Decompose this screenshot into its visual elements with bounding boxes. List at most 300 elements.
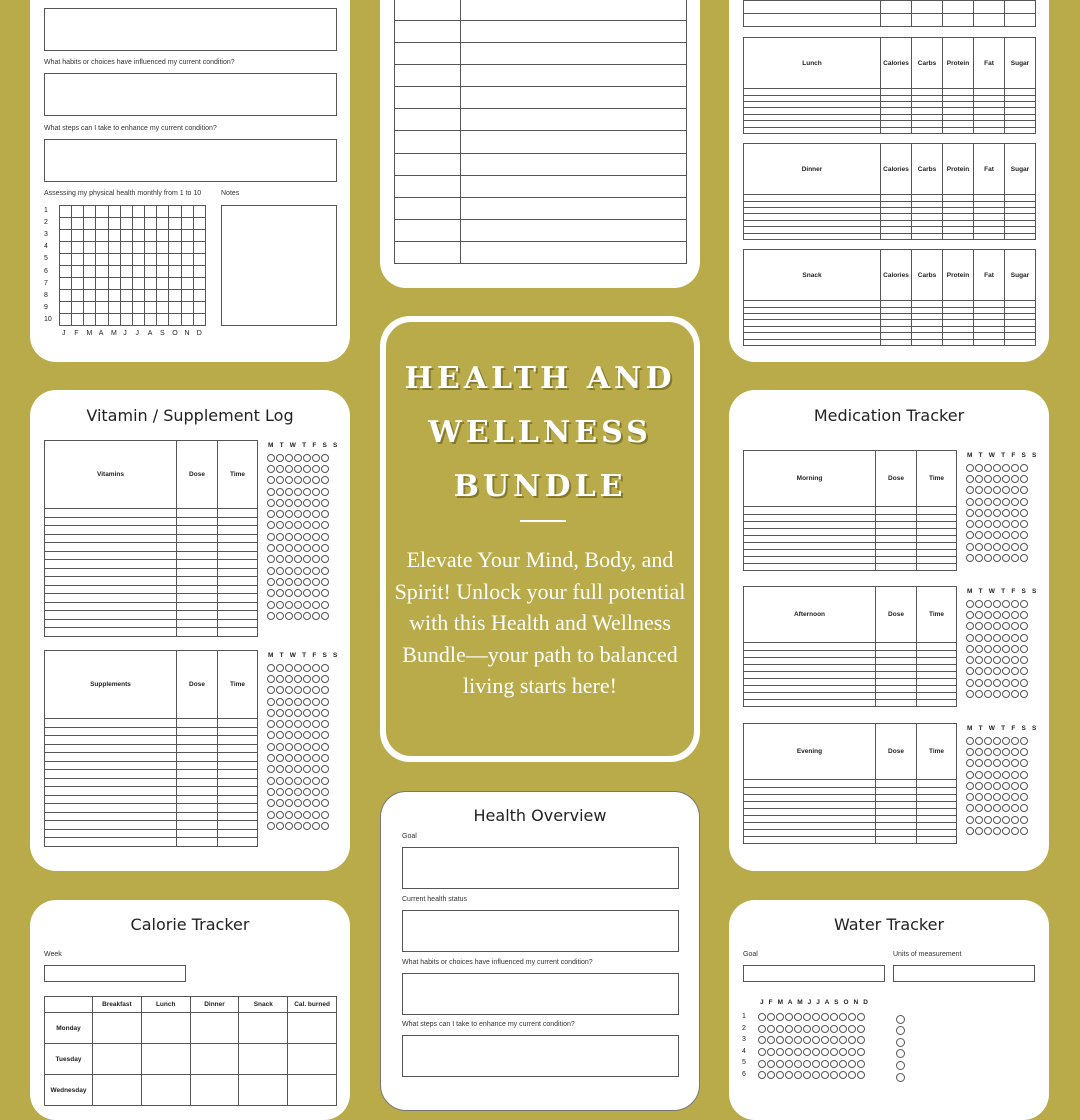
table-cell[interactable] [218,560,258,569]
table-cell[interactable] [218,838,258,847]
table-cell[interactable] [917,794,957,801]
day-checkbox[interactable] [966,667,974,675]
table-cell[interactable] [917,787,957,794]
day-checkbox[interactable] [966,679,974,687]
table-cell[interactable] [395,87,461,109]
day-checkbox[interactable] [303,521,311,529]
table-cell[interactable] [876,787,917,794]
day-checkbox[interactable] [276,799,284,807]
day-checkbox[interactable] [1002,679,1010,687]
day-checkbox[interactable] [993,622,1001,630]
day-checkbox[interactable] [276,521,284,529]
water-checkbox[interactable] [821,1025,829,1033]
day-checkbox[interactable] [294,675,302,683]
day-checkbox[interactable] [276,555,284,563]
day-checkbox[interactable] [966,645,974,653]
day-checkbox[interactable] [993,771,1001,779]
day-checkbox[interactable] [285,720,293,728]
table-cell[interactable] [917,801,957,808]
day-checkbox[interactable] [303,698,311,706]
day-checkbox[interactable] [285,664,293,672]
day-checkbox[interactable] [267,476,275,484]
water-checkbox[interactable] [758,1060,766,1068]
water-checkbox[interactable] [785,1013,793,1021]
day-checkbox[interactable] [321,533,329,541]
day-checkbox[interactable] [267,664,275,672]
day-checkbox[interactable] [984,667,992,675]
water-checkbox[interactable] [794,1025,802,1033]
day-checkbox[interactable] [294,788,302,796]
table-cell[interactable] [917,650,957,657]
day-checkbox[interactable] [966,737,974,745]
grid-cell[interactable] [120,278,132,290]
day-checkbox[interactable] [975,827,983,835]
day-checkbox[interactable] [285,533,293,541]
day-checkbox[interactable] [267,743,275,751]
day-checkbox[interactable] [993,634,1001,642]
table-cell[interactable] [45,619,177,628]
day-checkbox[interactable] [267,521,275,529]
day-checkbox[interactable] [984,622,992,630]
grid-cell[interactable] [72,254,84,266]
grid-cell[interactable] [132,242,144,254]
day-checkbox[interactable] [1020,827,1028,835]
day-checkbox[interactable] [984,543,992,551]
grid-cell[interactable] [145,266,157,278]
table-cell[interactable] [744,563,876,570]
overview-habits-box[interactable] [402,973,679,1015]
table-cell[interactable] [881,127,912,133]
table-cell[interactable] [461,43,687,65]
day-checkbox[interactable] [276,675,284,683]
day-checkbox[interactable] [285,544,293,552]
day-checkbox[interactable] [303,567,311,575]
day-checkbox[interactable] [294,754,302,762]
water-checkbox[interactable] [839,1060,847,1068]
table-cell[interactable] [45,770,177,779]
table-cell[interactable] [45,719,177,728]
table-cell[interactable] [190,1044,239,1075]
day-checkbox[interactable] [1020,679,1028,687]
grid-cell[interactable] [145,302,157,314]
table-cell[interactable] [876,521,917,528]
table-cell[interactable] [177,795,218,804]
table-cell[interactable] [177,611,218,620]
table-cell[interactable] [876,528,917,535]
grid-cell[interactable] [120,230,132,242]
day-checkbox[interactable] [966,498,974,506]
grid-cell[interactable] [120,290,132,302]
day-checkbox[interactable] [1020,816,1028,824]
water-side-checkbox[interactable] [896,1073,905,1082]
table-cell[interactable] [141,1013,190,1044]
grid-cell[interactable] [181,254,193,266]
day-checkbox[interactable] [975,656,983,664]
day-checkbox[interactable] [303,465,311,473]
day-checkbox[interactable] [303,533,311,541]
table-cell[interactable] [943,233,974,239]
day-checkbox[interactable] [294,811,302,819]
water-checkbox[interactable] [758,1036,766,1044]
table-cell[interactable] [876,657,917,664]
table-cell[interactable] [744,233,881,239]
table-cell[interactable] [917,664,957,671]
table-cell[interactable] [876,678,917,685]
day-checkbox[interactable] [285,510,293,518]
day-checkbox[interactable] [1020,782,1028,790]
table-cell[interactable] [943,339,974,345]
day-checkbox[interactable] [285,698,293,706]
water-checkbox[interactable] [758,1025,766,1033]
table-cell[interactable] [177,585,218,594]
day-checkbox[interactable] [321,731,329,739]
day-checkbox[interactable] [1011,793,1019,801]
day-checkbox[interactable] [303,476,311,484]
grid-cell[interactable] [60,314,72,326]
day-checkbox[interactable] [993,748,1001,756]
day-checkbox[interactable] [312,601,320,609]
day-checkbox[interactable] [984,554,992,562]
day-checkbox[interactable] [303,601,311,609]
grid-cell[interactable] [169,254,181,266]
day-checkbox[interactable] [1011,475,1019,483]
day-checkbox[interactable] [276,731,284,739]
grid-cell[interactable] [60,230,72,242]
grid-cell[interactable] [120,302,132,314]
day-checkbox[interactable] [966,793,974,801]
table-cell[interactable] [218,761,258,770]
day-checkbox[interactable] [975,679,983,687]
table-cell[interactable] [461,87,687,109]
day-checkbox[interactable] [285,765,293,773]
day-checkbox[interactable] [975,737,983,745]
day-checkbox[interactable] [1011,827,1019,835]
table-cell[interactable] [917,671,957,678]
table-cell[interactable] [218,551,258,560]
table-cell[interactable] [218,778,258,787]
table-cell[interactable] [45,795,177,804]
grid-cell[interactable] [60,206,72,218]
grid-cell[interactable] [60,254,72,266]
overview-steps-box[interactable] [402,1035,679,1077]
water-checkbox[interactable] [785,1060,793,1068]
day-checkbox[interactable] [267,777,275,785]
table-cell[interactable] [881,233,912,239]
day-checkbox[interactable] [312,709,320,717]
day-checkbox[interactable] [1002,464,1010,472]
table-cell[interactable] [917,780,957,787]
day-checkbox[interactable] [321,612,329,620]
day-checkbox[interactable] [312,675,320,683]
day-checkbox[interactable] [276,488,284,496]
table-cell[interactable] [917,685,957,692]
grid-cell[interactable] [193,266,205,278]
answer-box-steps[interactable] [44,139,337,182]
day-checkbox[interactable] [966,611,974,619]
table-cell[interactable] [1005,14,1036,27]
day-checkbox[interactable] [267,686,275,694]
table-cell[interactable] [917,657,957,664]
water-checkbox[interactable] [767,1071,775,1079]
grid-cell[interactable] [120,314,132,326]
table-cell[interactable] [141,1044,190,1075]
grid-cell[interactable] [84,218,96,230]
table-cell[interactable] [744,822,876,829]
table-cell[interactable] [744,664,876,671]
grid-cell[interactable] [181,290,193,302]
grid-cell[interactable] [84,266,96,278]
day-checkbox[interactable] [276,822,284,830]
water-checkbox[interactable] [803,1025,811,1033]
grid-cell[interactable] [60,302,72,314]
grid-cell[interactable] [157,314,169,326]
grid-cell[interactable] [84,314,96,326]
water-checkbox[interactable] [785,1048,793,1056]
grid-cell[interactable] [169,206,181,218]
table-cell[interactable] [395,131,461,153]
table-cell[interactable] [744,549,876,556]
day-checkbox[interactable] [1020,486,1028,494]
day-checkbox[interactable] [1002,804,1010,812]
day-checkbox[interactable] [312,499,320,507]
day-checkbox[interactable] [321,465,329,473]
day-checkbox[interactable] [303,578,311,586]
day-checkbox[interactable] [267,698,275,706]
day-checkbox[interactable] [276,589,284,597]
day-checkbox[interactable] [975,464,983,472]
table-cell[interactable] [876,535,917,542]
day-checkbox[interactable] [975,498,983,506]
day-checkbox[interactable] [267,799,275,807]
grid-cell[interactable] [193,302,205,314]
table-cell[interactable] [218,829,258,838]
water-checkbox[interactable] [794,1013,802,1021]
day-checkbox[interactable] [1002,748,1010,756]
grid-cell[interactable] [60,218,72,230]
table-cell[interactable] [917,535,957,542]
day-checkbox[interactable] [321,743,329,751]
day-checkbox[interactable] [993,759,1001,767]
day-checkbox[interactable] [975,804,983,812]
day-checkbox[interactable] [984,793,992,801]
grid-cell[interactable] [108,230,120,242]
day-checkbox[interactable] [312,612,320,620]
day-checkbox[interactable] [285,521,293,529]
day-checkbox[interactable] [993,475,1001,483]
day-checkbox[interactable] [966,543,974,551]
day-checkbox[interactable] [276,709,284,717]
grid-cell[interactable] [96,314,108,326]
day-checkbox[interactable] [975,816,983,824]
table-cell[interactable] [45,753,177,762]
water-checkbox[interactable] [776,1013,784,1021]
day-checkbox[interactable] [1020,804,1028,812]
day-checkbox[interactable] [1011,520,1019,528]
table-cell[interactable] [744,650,876,657]
day-checkbox[interactable] [1002,475,1010,483]
grid-cell[interactable] [60,278,72,290]
day-checkbox[interactable] [285,675,293,683]
table-cell[interactable] [45,736,177,745]
water-checkbox[interactable] [803,1013,811,1021]
table-cell[interactable] [177,770,218,779]
day-checkbox[interactable] [294,488,302,496]
day-checkbox[interactable] [984,634,992,642]
water-checkbox[interactable] [839,1036,847,1044]
water-checkbox[interactable] [785,1025,793,1033]
grid-cell[interactable] [96,302,108,314]
day-checkbox[interactable] [1020,498,1028,506]
day-checkbox[interactable] [321,476,329,484]
day-checkbox[interactable] [966,554,974,562]
table-cell[interactable] [141,1075,190,1106]
day-checkbox[interactable] [312,664,320,672]
day-checkbox[interactable] [267,578,275,586]
table-cell[interactable] [917,542,957,549]
table-cell[interactable] [395,175,461,197]
day-checkbox[interactable] [285,601,293,609]
day-checkbox[interactable] [285,788,293,796]
grid-cell[interactable] [108,314,120,326]
day-checkbox[interactable] [984,486,992,494]
table-cell[interactable] [917,521,957,528]
day-checkbox[interactable] [303,799,311,807]
table-cell[interactable] [744,528,876,535]
day-checkbox[interactable] [1011,543,1019,551]
answer-box-habits[interactable] [44,73,337,116]
day-checkbox[interactable] [312,465,320,473]
day-checkbox[interactable] [1011,464,1019,472]
day-checkbox[interactable] [1002,782,1010,790]
table-cell[interactable] [461,0,687,21]
day-checkbox[interactable] [984,520,992,528]
grid-cell[interactable] [108,290,120,302]
day-checkbox[interactable] [285,499,293,507]
table-cell[interactable] [917,692,957,699]
table-cell[interactable] [45,744,177,753]
day-checkbox[interactable] [321,799,329,807]
grid-cell[interactable] [72,266,84,278]
grid-cell[interactable] [120,254,132,266]
grid-cell[interactable] [84,278,96,290]
table-cell[interactable] [876,643,917,650]
day-checkbox[interactable] [1011,804,1019,812]
table-cell[interactable] [974,127,1005,133]
grid-cell[interactable] [145,254,157,266]
table-cell[interactable] [218,594,258,603]
table-cell[interactable] [744,521,876,528]
table-cell[interactable] [177,526,218,535]
day-checkbox[interactable] [966,509,974,517]
day-checkbox[interactable] [1002,634,1010,642]
grid-cell[interactable] [169,278,181,290]
day-checkbox[interactable] [975,748,983,756]
table-cell[interactable] [93,1013,142,1044]
grid-cell[interactable] [132,230,144,242]
grid-cell[interactable] [132,278,144,290]
day-checkbox[interactable] [975,771,983,779]
grid-cell[interactable] [193,290,205,302]
grid-cell[interactable] [84,254,96,266]
day-checkbox[interactable] [303,454,311,462]
day-checkbox[interactable] [285,822,293,830]
grid-cell[interactable] [157,206,169,218]
table-cell[interactable] [218,753,258,762]
day-checkbox[interactable] [267,499,275,507]
day-checkbox[interactable] [285,454,293,462]
day-checkbox[interactable] [303,664,311,672]
table-cell[interactable] [917,678,957,685]
table-cell[interactable] [876,563,917,570]
day-checkbox[interactable] [294,698,302,706]
table-cell[interactable] [45,838,177,847]
day-checkbox[interactable] [321,567,329,575]
water-checkbox[interactable] [839,1048,847,1056]
table-cell[interactable] [876,794,917,801]
table-cell[interactable] [461,109,687,131]
water-checkbox[interactable] [857,1025,865,1033]
day-checkbox[interactable] [966,690,974,698]
day-checkbox[interactable] [975,486,983,494]
day-checkbox[interactable] [285,612,293,620]
day-checkbox[interactable] [1011,679,1019,687]
water-checkbox[interactable] [794,1048,802,1056]
day-checkbox[interactable] [993,600,1001,608]
day-checkbox[interactable] [993,520,1001,528]
day-checkbox[interactable] [312,754,320,762]
grid-cell[interactable] [169,314,181,326]
table-cell[interactable] [943,127,974,133]
grid-cell[interactable] [145,290,157,302]
table-cell[interactable] [461,197,687,219]
day-checkbox[interactable] [294,799,302,807]
table-cell[interactable] [177,577,218,586]
table-cell[interactable] [461,175,687,197]
table-cell[interactable] [744,14,881,27]
grid-cell[interactable] [145,242,157,254]
day-checkbox[interactable] [1020,667,1028,675]
day-checkbox[interactable] [285,567,293,575]
table-cell[interactable] [974,339,1005,345]
table-cell[interactable] [395,219,461,241]
table-cell[interactable] [45,543,177,552]
day-checkbox[interactable] [294,720,302,728]
day-checkbox[interactable] [984,600,992,608]
grid-cell[interactable] [96,290,108,302]
water-side-checkbox[interactable] [896,1038,905,1047]
water-side-checkbox[interactable] [896,1026,905,1035]
table-cell[interactable] [239,1013,288,1044]
day-checkbox[interactable] [312,788,320,796]
table-cell[interactable] [45,829,177,838]
table-cell[interactable] [744,507,876,514]
water-checkbox[interactable] [785,1036,793,1044]
day-checkbox[interactable] [321,555,329,563]
day-checkbox[interactable] [975,667,983,675]
day-checkbox[interactable] [1020,793,1028,801]
day-checkbox[interactable] [1002,520,1010,528]
grid-cell[interactable] [157,218,169,230]
day-checkbox[interactable] [267,765,275,773]
day-checkbox[interactable] [1011,737,1019,745]
water-side-checkbox[interactable] [896,1015,905,1024]
day-checkbox[interactable] [321,521,329,529]
day-checkbox[interactable] [984,475,992,483]
day-checkbox[interactable] [984,759,992,767]
grid-cell[interactable] [145,278,157,290]
day-checkbox[interactable] [984,737,992,745]
table-cell[interactable] [177,602,218,611]
